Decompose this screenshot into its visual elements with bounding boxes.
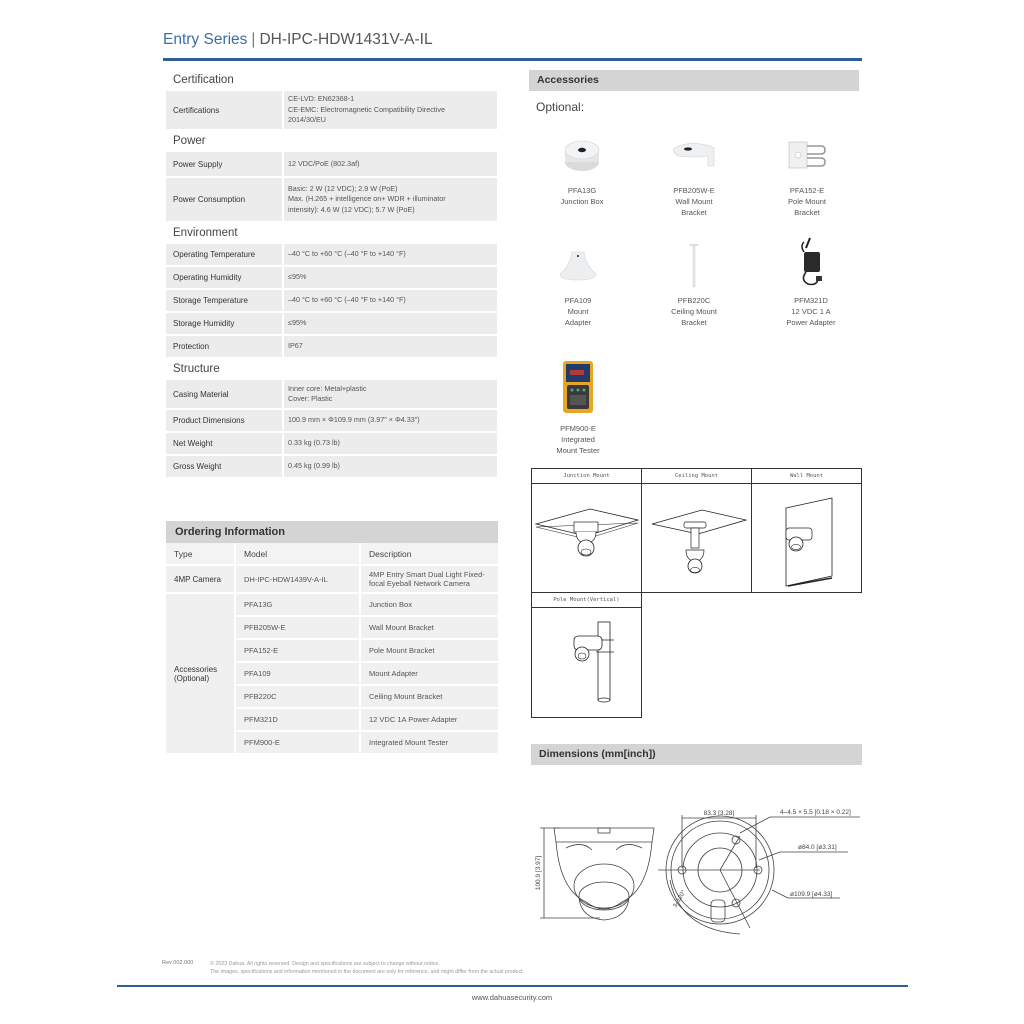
side-view-drawing bbox=[540, 828, 654, 920]
cell-description: Integrated Mount Tester bbox=[361, 732, 498, 755]
spec-row bbox=[166, 456, 497, 477]
cell-description: Ceiling Mount Bracket bbox=[361, 686, 498, 709]
cell-description: 4MP Entry Smart Dual Light Fixed-focal Eyeball Network Camera bbox=[361, 566, 498, 594]
accessory-description: Pole Mount bbox=[788, 197, 826, 206]
spec-value-line: Inner core: Metal+plastic bbox=[288, 383, 367, 393]
wall-mount-bracket-icon bbox=[644, 132, 744, 180]
accessory-description: Bracket bbox=[794, 208, 820, 217]
dim-outer-diameter-label: ø109.9 [ø4.33] bbox=[790, 891, 833, 898]
ordering-information bbox=[166, 521, 498, 755]
spec-value-line: –40 °C to +60 °C (–40 °F to +140 °F) bbox=[288, 295, 406, 305]
spec-label: Casing Material bbox=[166, 380, 282, 408]
spec-value-line: 0.45 kg (0.99 lb) bbox=[288, 461, 340, 471]
spec-value-line: 100.9 mm × Φ109.9 mm (3.97" × Φ4.33") bbox=[288, 415, 420, 425]
cell-type-accessories: Accessories (Optional) bbox=[166, 594, 236, 755]
accessory-item bbox=[644, 242, 744, 328]
spec-value-line: 0.33 kg (0.73 lb) bbox=[288, 438, 340, 448]
junction-mount-drawing bbox=[532, 484, 641, 592]
mounting-caption: Pole Mount(Vertical) bbox=[532, 593, 641, 608]
spec-value bbox=[284, 152, 497, 176]
spec-label: Certifications bbox=[166, 91, 282, 129]
cell-model: PFM321D bbox=[236, 709, 361, 732]
spec-row bbox=[166, 152, 497, 176]
power-adapter-icon bbox=[761, 234, 861, 290]
section-title-certification: Certification bbox=[173, 74, 234, 86]
spec-label: Storage Temperature bbox=[166, 290, 282, 311]
cell-description: Pole Mount Bracket bbox=[361, 640, 498, 663]
accessory-model: PFB205W-E bbox=[673, 186, 715, 195]
spec-value bbox=[284, 456, 497, 477]
accessory-item bbox=[757, 132, 857, 218]
revision-label: Rev 002.000 bbox=[162, 960, 194, 966]
spec-row bbox=[166, 244, 497, 265]
cell-description: Mount Adapter bbox=[361, 663, 498, 686]
spec-row bbox=[166, 313, 497, 334]
spec-value-line: ≤95% bbox=[288, 272, 307, 282]
spec-value-line: CE-LVD: EN62368-1 bbox=[288, 94, 355, 104]
spec-value bbox=[284, 267, 497, 288]
spec-tables bbox=[166, 70, 497, 479]
accessory-description: Mount bbox=[567, 307, 589, 316]
model-name: DH-IPC-HDW1431V-A-IL bbox=[259, 31, 433, 48]
mount-adapter-icon bbox=[528, 242, 628, 290]
optional-label: Optional: bbox=[536, 100, 585, 114]
mounting-diagram bbox=[531, 592, 642, 718]
dim-angle-label: 3–120° bbox=[672, 889, 688, 909]
spec-row bbox=[166, 290, 497, 311]
dimension-drawing bbox=[530, 800, 870, 940]
spec-label: Operating Temperature bbox=[166, 244, 282, 265]
cell-model: PFM900-E bbox=[236, 732, 361, 755]
spec-label: Product Dimensions bbox=[166, 410, 282, 431]
mounting-caption: Wall Mount bbox=[752, 469, 861, 484]
spec-value-line: ≤95% bbox=[288, 318, 307, 328]
website-link[interactable]: www.dahuasecurity.com bbox=[471, 993, 553, 1002]
cell-model: PFA109 bbox=[236, 663, 361, 686]
ceiling-mount-bracket-icon bbox=[644, 242, 744, 290]
dim-hole-spacing-label: 83.3 [3.28] bbox=[703, 810, 735, 817]
accessory-item bbox=[532, 132, 632, 207]
spec-row bbox=[166, 91, 497, 129]
dim-holes-label: 4–4.5 × 5.5 [0.18 × 0.22] bbox=[780, 809, 851, 816]
column-header-description: Description bbox=[361, 543, 498, 566]
cell-type: 4MP Camera bbox=[166, 566, 236, 594]
spec-value-line: IP67 bbox=[288, 341, 303, 351]
mounting-caption: Ceiling Mount bbox=[642, 469, 751, 484]
spec-value-line: intensity): 4.6 W (12 VDC); 5.7 W (PoE) bbox=[288, 204, 415, 214]
column-header-model: Model bbox=[236, 543, 361, 566]
spec-label: Gross Weight bbox=[166, 456, 282, 477]
spec-value-line: 2014/30/EU bbox=[288, 115, 326, 125]
title-divider bbox=[163, 58, 862, 61]
section-title-environment: Environment bbox=[173, 227, 238, 239]
accessories-title: Accessories bbox=[529, 70, 859, 91]
column-header-type: Type bbox=[166, 543, 236, 566]
accessory-description: 12 VDC 1 A bbox=[791, 307, 831, 316]
spec-label: Operating Humidity bbox=[166, 267, 282, 288]
spec-value bbox=[284, 290, 497, 311]
accessory-model: PFA109 bbox=[564, 296, 592, 305]
spec-value-line: 12 VDC/PoE (802.3af) bbox=[288, 158, 360, 168]
spec-value bbox=[284, 433, 497, 454]
spec-value bbox=[284, 410, 497, 431]
accessory-model: PFM321D bbox=[794, 296, 828, 305]
cell-model: PFA152-E bbox=[236, 640, 361, 663]
section-title-structure: Structure bbox=[173, 363, 220, 375]
disclaimer-line: The images, specifications and information mentioned in the document are only for reference, and might differ from the actual product. bbox=[210, 969, 525, 975]
spec-row bbox=[166, 267, 497, 288]
top-view-drawing bbox=[658, 815, 860, 934]
accessories-panel bbox=[529, 70, 859, 114]
spec-label: Net Weight bbox=[166, 433, 282, 454]
mounting-diagram bbox=[531, 468, 642, 593]
mounting-caption: Junction Mount bbox=[532, 469, 641, 484]
section-title-power: Power bbox=[173, 135, 206, 147]
spec-value-line: –40 °C to +60 °C (–40 °F to +140 °F) bbox=[288, 249, 406, 259]
spec-value bbox=[284, 336, 497, 357]
spec-value-line: Cover: Plastic bbox=[288, 394, 333, 403]
wall-mount-drawing bbox=[752, 484, 861, 592]
spec-value bbox=[284, 178, 497, 221]
title-separator: | bbox=[251, 31, 256, 48]
pole-mount-bracket-icon bbox=[757, 132, 857, 180]
accessory-description: Mount Tester bbox=[556, 446, 600, 455]
accessory-description: Bracket bbox=[681, 318, 707, 327]
spec-value-line: Max. (H.265 + intelligence on+ WDR + illuminator bbox=[288, 194, 446, 204]
spec-label: Power Supply bbox=[166, 152, 282, 176]
dim-height-label: 100.9 [3.97] bbox=[535, 855, 542, 891]
table-row bbox=[166, 594, 498, 617]
page-title bbox=[163, 31, 433, 49]
mounting-diagram bbox=[751, 468, 862, 593]
spec-row bbox=[166, 336, 497, 357]
spec-row bbox=[166, 178, 497, 221]
spec-value-line: CE-EMC: Electromagnetic Compatibility Directive bbox=[288, 104, 445, 114]
mount-tester-icon bbox=[528, 356, 628, 418]
spec-row bbox=[166, 433, 497, 454]
ceiling-mount-drawing bbox=[642, 484, 751, 592]
accessory-item bbox=[761, 234, 861, 328]
accessory-description: Integrated bbox=[561, 435, 595, 444]
accessory-model: PFA13G bbox=[567, 186, 597, 195]
spec-label: Protection bbox=[166, 336, 282, 357]
cell-model: PFB205W-E bbox=[236, 617, 361, 640]
junction-box-icon bbox=[532, 132, 632, 180]
accessory-description: Power Adapter bbox=[786, 318, 836, 327]
copyright-notice bbox=[210, 960, 524, 976]
accessory-description: Wall Mount bbox=[675, 197, 713, 206]
accessory-model: PFB220C bbox=[677, 296, 711, 305]
cell-model: PFA13G bbox=[236, 594, 361, 617]
accessory-description: Adapter bbox=[564, 318, 592, 327]
accessory-description: Ceiling Mount bbox=[671, 307, 717, 316]
accessory-model: PFM900-E bbox=[560, 424, 596, 433]
ordering-table bbox=[166, 543, 498, 755]
cell-description: Wall Mount Bracket bbox=[361, 617, 498, 640]
copyright-line: © 2023 Dahua. All rights reserved. Design and specifications are subject to change without notice. bbox=[210, 961, 440, 967]
accessory-model: PFA152-E bbox=[789, 186, 825, 195]
accessory-item bbox=[528, 242, 628, 328]
series-name: Entry Series bbox=[163, 31, 248, 48]
pole-mount-drawing bbox=[532, 608, 641, 717]
accessory-item bbox=[528, 356, 628, 456]
dimensions-title: Dimensions (mm[inch]) bbox=[531, 744, 862, 765]
spec-value bbox=[284, 313, 497, 334]
accessory-item bbox=[644, 132, 744, 218]
spec-row bbox=[166, 410, 497, 431]
spec-row bbox=[166, 380, 497, 408]
spec-value bbox=[284, 91, 497, 129]
table-header-row bbox=[166, 543, 498, 566]
footer-divider bbox=[117, 985, 908, 987]
accessory-description: Junction Box bbox=[560, 197, 604, 206]
ordering-title: Ordering Information bbox=[166, 521, 498, 543]
dimensions-section bbox=[531, 744, 862, 765]
accessory-description: Bracket bbox=[681, 208, 707, 217]
spec-value-line: Basic: 2 W (12 VDC); 2.9 W (PoE) bbox=[288, 183, 398, 193]
cell-model: PFB220C bbox=[236, 686, 361, 709]
cell-description: Junction Box bbox=[361, 594, 498, 617]
spec-label: Power Consumption bbox=[166, 178, 282, 221]
mounting-diagram bbox=[641, 468, 752, 593]
spec-value bbox=[284, 380, 497, 408]
cell-description: 12 VDC 1A Power Adapter bbox=[361, 709, 498, 732]
cell-model: DH-IPC-HDW1439V-A-IL bbox=[236, 566, 361, 594]
dim-inner-diameter-label: ø84.0 [ø3.31] bbox=[798, 844, 837, 851]
table-row bbox=[166, 566, 498, 594]
spec-value bbox=[284, 244, 497, 265]
spec-label: Storage Humidity bbox=[166, 313, 282, 334]
